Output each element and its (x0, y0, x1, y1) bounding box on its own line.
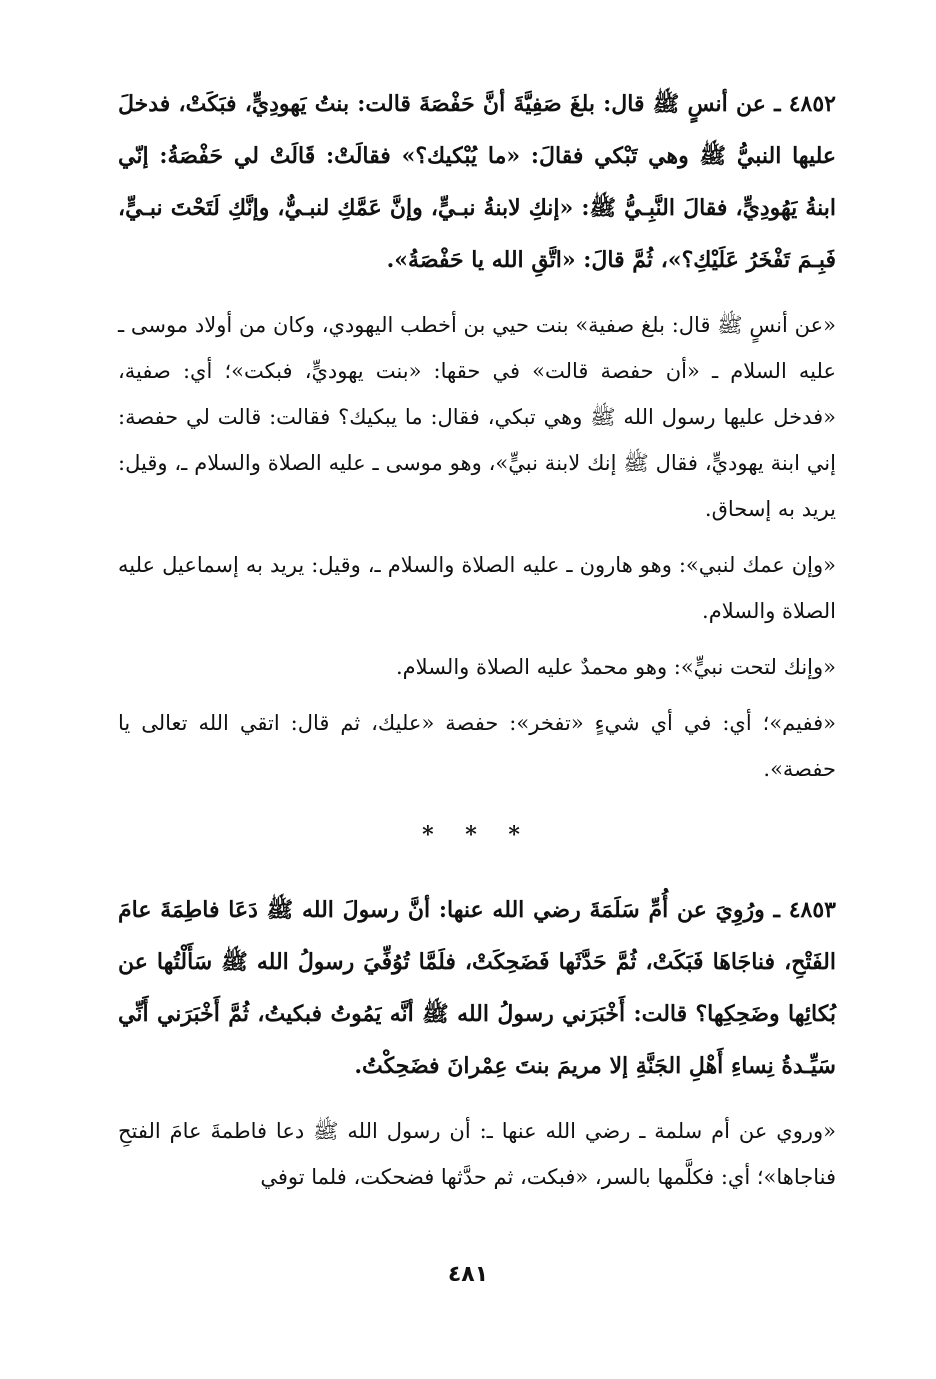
commentary-paragraph: «عن أنسٍ ﷺ قال: بلغ صفية» بنت حيي بن أخطب اليهودي، وكان من أولاد موسى ـ عليه السلام ـ «أن حفصة قالت» في حقها: «بنت يهوديٍّ، فبكت»؛ أي: صفية، «فدخل عليها رسول الله ﷺ وهي تبكي، فقال: ما يبكيك؟ فقالت: قالت لي حفصة: إني ابنة يهوديٍّ، فقال ﷺ إنك لابنة نبيٍّ»، وهو موسى ـ عليه الصلاة والسلام ـ، وقيل: يريد به إسحاق. (118, 313, 836, 521)
commentary-paragraph: «وروي عن أم سلمة ـ رضي الله عنها ـ: أن رسول الله ﷺ دعا فاطمةَ عامَ الفتحِ فناجاها»؛ أي: فكلَّمها بالسر، «فبكت، ثم حدَّثها فضحكت، فلما توفي (118, 1119, 836, 1189)
hadith-4852-text: ٤٨٥٢ ـ عن أنسٍ ﷺ قال: بلغَ صَفِيَّةَ أنَّ حَفْصَةَ قالت: بنتُ يَهودِيٍّ، فبَكَتْ، فدخلَ عليها النبيُّ ﷺ وهي تَبْكي فقالَ: «ما يُبْكيك؟» فقالَتْ: قَالَتْ لي حَفْصَةُ: إنّي ابنةُ يَهُودِيٍّ، فقالَ النَّبِـيُّ ﷺ: «إنكِ لابنةُ نبـيٍّ، وإنَّ عَمَّكِ لنبـيٌّ، وإنَّكِ لَتَحْتَ نبـيٍّ، فَبِـمَ تَفْخَرُ عَلَيْكِ؟»، ثُمَّ قالَ: «اتَّقِ الله يا حَفْصَةُ». (118, 91, 836, 273)
page-number: ٤٨١ (447, 1262, 489, 1287)
commentary-paragraph: «ففيم»؛ أي: في أي شيءٍ «تفخر»: حفصة «عليك، ثم قال: اتقي الله تعالى يا حفصة». (118, 711, 836, 781)
section-divider: * * * (422, 822, 532, 848)
page-body (118, 78, 836, 1200)
commentary-paragraph: «وإن عمك لنبي»: وهو هارون ـ عليه الصلاة والسلام ـ، وقيل: يريد به إسماعيل عليه الصلاة والسلام. (118, 553, 836, 623)
commentary-paragraph: «وإنك لتحت نبيٍّ»: وهو محمدٌ عليه الصلاة والسلام. (395, 655, 836, 679)
hadith-4853-text: ٤٨٥٣ ـ ورُوِيَ عن أُمِّ سَلَمَةَ رضي الله عنها: أنَّ رسولَ الله ﷺ دَعَا فاطِمَةَ عامَ الفَتْحِ، فناجَاهَا فَبَكَتْ، ثُمَّ حَدَّثَها فَضَحِكَتْ، فلَمَّا تُوُفِّيَ رسولُ الله ﷺ سَأَلْتُها عن بُكائِها وضَحِكِها؟ قالت: أَخْبَرَني رسولُ الله ﷺ أنَّه يَمُوتُ فبكيتُ، ثُمَّ أَخْبَرَني أَنِّي سَيِّـدةُ نِساءِ أَهْلِ الجَنَّةِ إلا مريمَ بنتَ عِمْرانَ فضَحِكْتُ. (118, 897, 836, 1079)
